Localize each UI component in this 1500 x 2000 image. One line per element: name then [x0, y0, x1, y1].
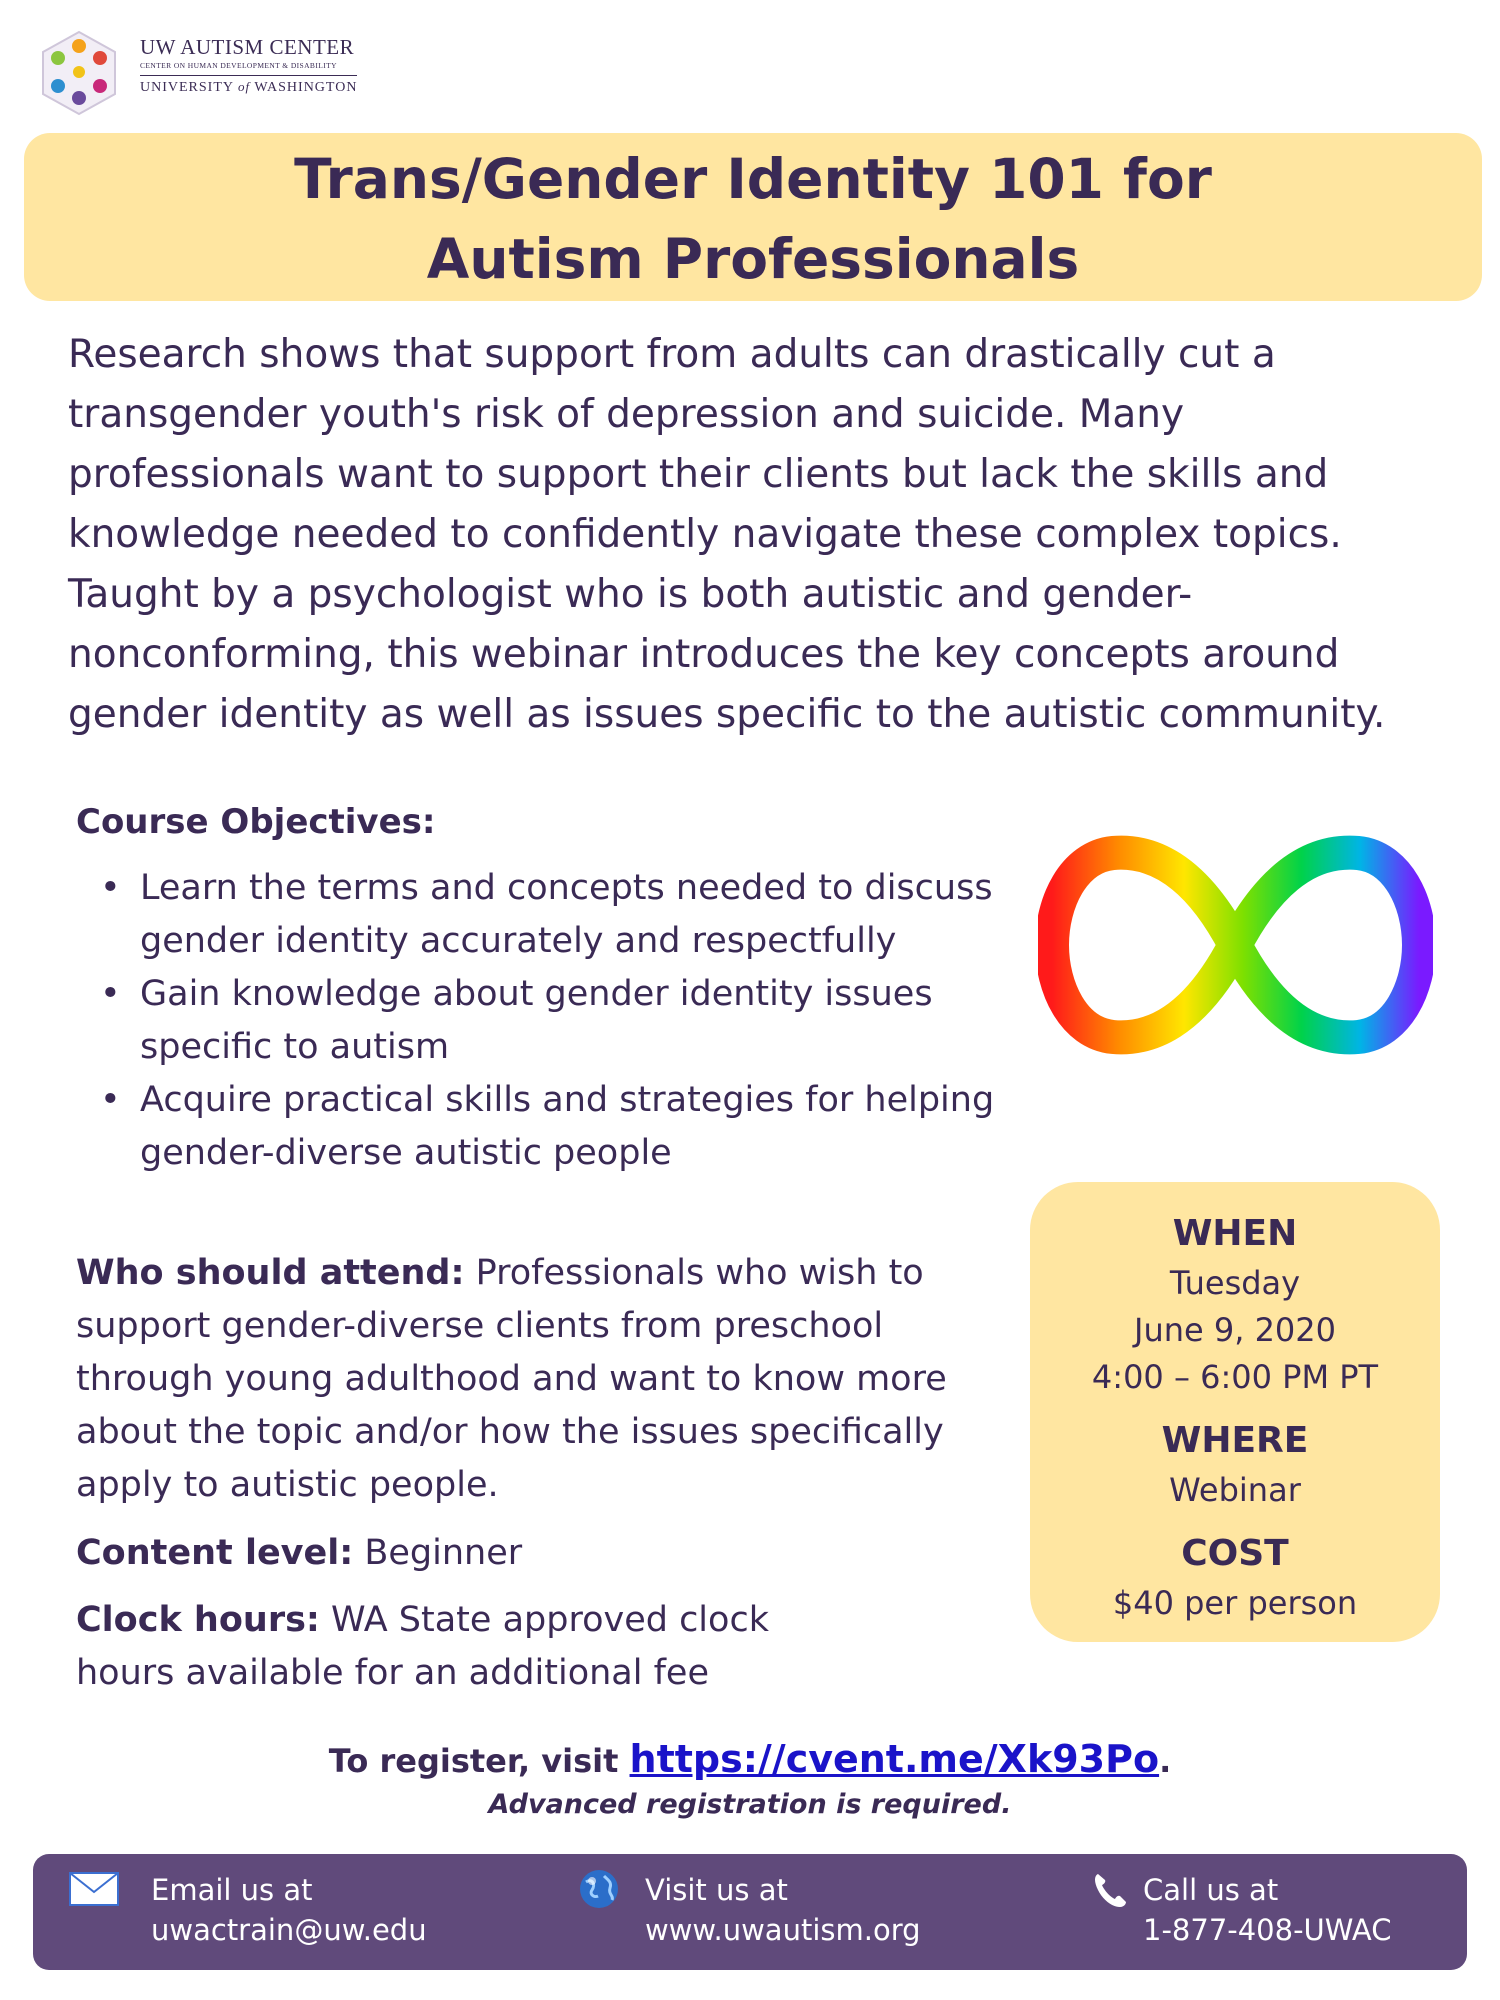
title-banner	[24, 133, 1482, 301]
email-icon	[69, 1872, 119, 1906]
intro-paragraph: Research shows that support from adults can drastically cut a transgender youth's risk of depression and suicide. Many professionals want to support their clients but lack the skills and knowledge needed to confidently navigate these complex topics. Taught by a psychologist who is both autistic and gender-nonconforming, this webinar introduces the key concepts around gender identity as well as issues specific to the autistic community.	[68, 332, 1386, 737]
event-info-box	[1030, 1182, 1440, 1642]
phone-number[interactable]: 1-877-408-UWAC	[1143, 1913, 1392, 1947]
who-text: Professionals who wish to support gender-diverse clients from preschool through young adulthood and want to know more about the topic and/or how the issues specifically apply to autistic people.	[76, 1253, 947, 1505]
content-level-text: Beginner	[353, 1533, 523, 1573]
register-note: Advanced registration is required.	[488, 1789, 1012, 1820]
uw-autism-logo-icon	[40, 30, 118, 116]
infinity-rainbow-icon	[1038, 825, 1433, 1065]
email-block	[151, 1870, 427, 1950]
web-block	[645, 1870, 921, 1950]
phone-block	[1143, 1870, 1391, 1950]
logo-title: UW AUTISM CENTER	[140, 35, 355, 59]
objective-item: • Acquire practical skills and strategies for helping gender-diverse autistic people	[100, 1074, 1020, 1180]
uw-autism-center-logo	[40, 28, 400, 118]
page-title-line-1: Trans/Gender Identity 101 for	[294, 147, 1212, 211]
objectives-list	[100, 862, 1020, 1180]
email-label: Email us at	[151, 1873, 313, 1907]
logo-subtitle: CENTER ON HUMAN DEVELOPMENT & DISABILITY	[140, 60, 357, 76]
who-should-attend	[76, 1247, 996, 1512]
content-level-label: Content level:	[76, 1533, 354, 1573]
content-level	[76, 1527, 996, 1580]
clock-hours-label: Clock hours:	[76, 1600, 320, 1640]
cost-value: $40 per person	[1112, 1584, 1358, 1622]
when-time: 4:00 – 6:00 PM PT	[1091, 1358, 1379, 1396]
web-address[interactable]: www.uwautism.org	[645, 1913, 921, 1947]
where-label: WHERE	[1161, 1420, 1309, 1461]
page-title-line-2: Autism Professionals	[426, 227, 1080, 291]
objective-item: • Gain knowledge about gender identity issues specific to autism	[100, 968, 1020, 1074]
when-day: Tuesday	[1169, 1264, 1301, 1302]
web-label: Visit us at	[645, 1873, 788, 1907]
when-label: WHEN	[1172, 1213, 1298, 1254]
cost-label: COST	[1181, 1533, 1289, 1574]
clock-hours-text: WA State approved clock hours available for an additional fee	[76, 1600, 769, 1693]
clock-hours	[76, 1594, 836, 1700]
who-label: Who should attend:	[76, 1253, 465, 1293]
phone-label: Call us at	[1143, 1873, 1279, 1907]
contact-footer	[33, 1854, 1467, 1970]
register-link[interactable]: https://cvent.me/Xk93Po	[629, 1737, 1160, 1781]
logo-university: UNIVERSITY of WASHINGTON	[140, 79, 358, 95]
where-value: Webinar	[1169, 1471, 1301, 1509]
phone-icon	[1090, 1870, 1130, 1910]
objective-item: • Learn the terms and concepts needed to discuss gender identity accurately and respectfully	[100, 862, 1020, 968]
globe-icon	[578, 1868, 620, 1910]
objectives-heading: Course Objectives:	[76, 802, 436, 842]
when-date: June 9, 2020	[1134, 1311, 1336, 1349]
register-line: To register, visit https://cvent.me/Xk93Po.	[328, 1737, 1172, 1781]
email-address[interactable]: uwactrain@uw.edu	[151, 1913, 427, 1947]
